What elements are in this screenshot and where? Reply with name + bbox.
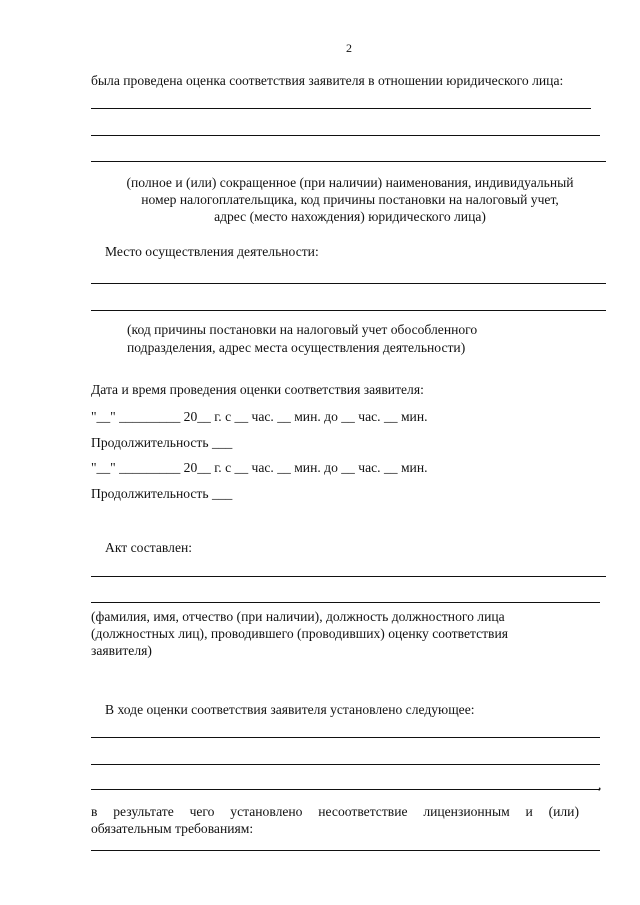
act-line-2 (91, 602, 600, 603)
datetime-line-1: "__" _________ 20__ г. с __ час. __ мин. до __ час. __ мин. (91, 409, 428, 424)
datetime-label: Дата и время проведения оценки соответствия заявителя: (91, 382, 424, 397)
act-line-1 (91, 576, 606, 577)
findings-line-3 (91, 789, 600, 790)
legal-entity-note-3: адрес (место нахождения) юридического лица) (214, 209, 486, 224)
legal-entity-note-1: (полное и (или) сокращенное (при наличии) наименования, индивидуальный (126, 175, 574, 190)
duration-line-2: Продолжительность ___ (91, 486, 233, 501)
findings-label: В ходе оценки соответствия заявителя установлено следующее: (105, 702, 475, 717)
datetime-line-2: "__" _________ 20__ г. с __ час. __ мин. до __ час. __ мин. (91, 460, 428, 475)
act-label: Акт составлен: (105, 540, 193, 555)
activity-place-note-1: (код причины постановки на налоговый учет обособленного (127, 322, 478, 337)
result-line-1: в результате чего установлено несоответствие лицензионным и (или) (91, 804, 579, 819)
act-note-1: (фамилия, имя, отчество (при наличии), должность должностного лица (91, 609, 505, 624)
activity-place-note-2: подразделения, адрес места осуществления деятельности) (127, 340, 466, 355)
activity-place-label: Место осуществления деятельности: (105, 244, 319, 259)
act-note-2: (должностных лиц), проводившего (проводивших) оценку соответствия (91, 626, 508, 641)
requirements-line (91, 850, 600, 851)
activity-place-line-1 (91, 283, 606, 284)
findings-line-1 (91, 737, 600, 738)
act-note-3: заявителя) (91, 643, 152, 658)
result-line-2: обязательным требованиям: (91, 821, 254, 836)
findings-comma: , (598, 777, 602, 792)
legal-entity-line-1 (91, 108, 591, 109)
duration-line-1: Продолжительность ___ (91, 435, 233, 450)
activity-place-line-2 (91, 310, 606, 311)
legal-entity-line-2 (91, 135, 600, 136)
page-number: 2 (346, 41, 352, 55)
findings-line-2 (91, 764, 600, 765)
legal-entity-note-2: номер налогоплательщика, код причины постановки на налоговый учет, (141, 192, 559, 207)
legal-entity-line-3 (91, 161, 606, 162)
intro-text: была проведена оценка соответствия заявителя в отношении юридического лица: (91, 73, 564, 88)
